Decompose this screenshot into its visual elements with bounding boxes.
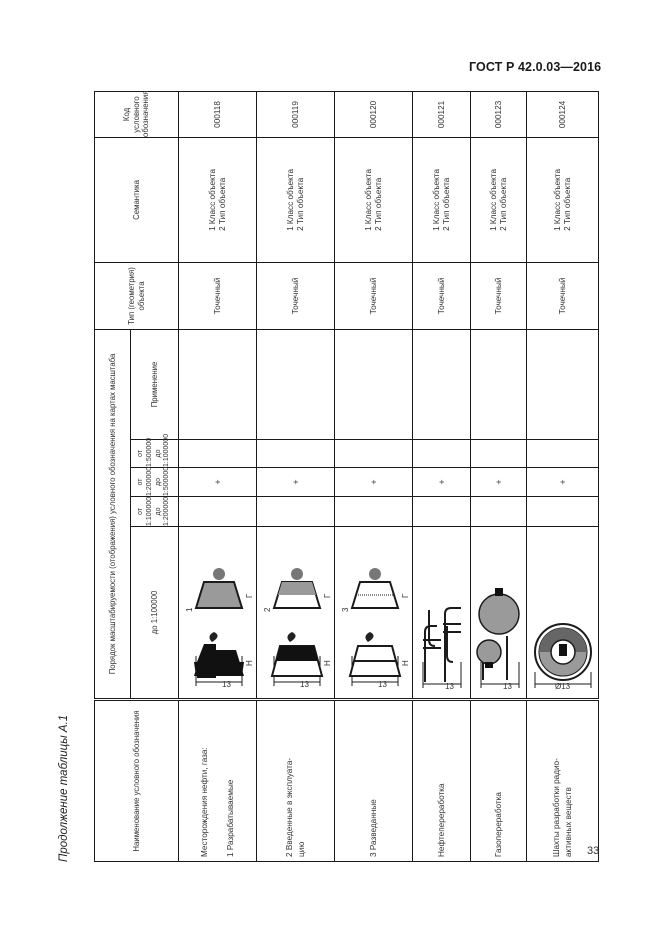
document-standard-header: ГОСТ Р 42.0.03—2016 — [469, 60, 602, 74]
gas-processing-symbol — [473, 533, 525, 693]
svg-text:Г: Г — [322, 594, 332, 599]
svg-text:Г: Г — [400, 594, 410, 599]
column-header-geometry: Тип (геометрия) объекта — [95, 262, 179, 329]
table-row — [179, 91, 257, 861]
geometry-cell: Точечный — [471, 262, 527, 329]
page-number: 33 — [587, 845, 600, 857]
row-name-cell — [527, 700, 599, 862]
svg-text:Н: Н — [322, 660, 332, 667]
svg-text:Г: Г — [244, 594, 254, 599]
svg-text:1: 1 — [184, 608, 194, 613]
code-cell: 000123 — [471, 91, 527, 137]
scale-2-mark: + — [471, 468, 527, 497]
table-row — [257, 91, 335, 861]
geometry-cell: Точечный — [257, 262, 335, 329]
semantics-cell: 1 Класс объекта 2 Тип объекта — [257, 137, 335, 262]
symbol-cell — [257, 527, 335, 700]
column-header-scale-3: от 1:200000 до 1:500000 — [131, 468, 179, 497]
code-cell: 000120 — [335, 91, 413, 137]
svg-text:13: 13 — [444, 682, 454, 692]
symbol-table — [94, 92, 598, 862]
geometry-cell: Точечный — [335, 262, 413, 329]
semantics-cell: 1 Класс объекта 2 Тип объекта — [335, 137, 413, 262]
scale-2-mark: + — [527, 468, 599, 497]
symbol-cell — [471, 527, 527, 700]
code-cell: 000121 — [413, 91, 471, 137]
svg-text:13: 13 — [377, 680, 387, 690]
symbol-cell — [527, 527, 599, 700]
symbol-cell — [413, 527, 471, 700]
oil-refinery-symbol — [415, 533, 469, 693]
column-header-scale-group: Порядок масштабируемости (отображения) условного обозначения на картах масштаба — [95, 329, 131, 699]
column-header-scale-2: от 1:100000 до 1:200000 — [131, 497, 179, 527]
row-name-line2: 1 Разрабатываемые — [225, 779, 235, 857]
row-name-cell — [257, 700, 335, 862]
semantics-cell: 1 Класс объекта 2 Тип объекта — [413, 137, 471, 262]
scale-2-mark: + — [179, 468, 257, 497]
geometry-cell: Точечный — [527, 262, 599, 329]
semantics-cell: 1 Класс объекта 2 Тип объекта — [527, 137, 599, 262]
symbol-cell — [335, 527, 413, 700]
code-cell: 000119 — [257, 91, 335, 137]
semantics-cell: 1 Класс объекта 2 Тип объекта — [179, 137, 257, 262]
scale-2-mark: + — [413, 468, 471, 497]
svg-text:13: 13 — [502, 682, 512, 692]
oil-gas-field-commissioned-symbol — [260, 533, 332, 693]
svg-text:13: 13 — [299, 680, 309, 690]
scale-2-mark: + — [335, 468, 413, 497]
symbol-cell — [179, 527, 257, 700]
table-row — [471, 91, 527, 861]
svg-text:3: 3 — [340, 608, 350, 613]
row-name-cell — [413, 700, 471, 862]
column-header-code: Код условного обозначения — [95, 91, 179, 137]
row-name-line2: активных веществ — [563, 787, 573, 857]
row-name-line2: цию — [296, 841, 306, 857]
radioactive-mine-symbol — [529, 533, 597, 693]
column-header-scale-1: до 1:100000 — [131, 527, 179, 700]
column-header-semantics: Семантика — [95, 137, 179, 262]
row-name-line1: Месторождения нефти, газа: — [200, 747, 210, 857]
row-name-line1: Шахты разработки радио- — [552, 758, 562, 857]
svg-text:Н: Н — [244, 660, 254, 667]
column-header-scale-4: от 1:500000 до 1:1000000 — [131, 440, 179, 468]
column-header-name: Наименование условного обозначения — [95, 700, 179, 862]
oil-gas-field-explored-symbol — [338, 533, 410, 693]
oil-gas-field-developed-symbol — [182, 533, 254, 693]
row-name-line1: Нефтепереработка — [436, 783, 446, 857]
row-name-line1: 3 Разведанные — [368, 799, 378, 857]
table-row — [527, 91, 599, 861]
svg-text:Ø13: Ø13 — [554, 682, 570, 692]
row-name-cell — [179, 700, 257, 862]
svg-text:2: 2 — [262, 608, 272, 613]
table-row — [335, 91, 413, 861]
table-row — [413, 91, 471, 861]
geometry-cell: Точечный — [179, 262, 257, 329]
column-header-note: Применение — [131, 329, 179, 439]
scale-2-mark: + — [257, 468, 335, 497]
table-caption: Продолжение таблицы А.1 — [58, 714, 70, 862]
svg-text:Н: Н — [400, 660, 410, 667]
row-name-cell — [335, 700, 413, 862]
row-name-line1: 2 Введенные в эксплуата- — [285, 757, 295, 857]
code-cell: 000118 — [179, 91, 257, 137]
row-name-line1: Газопереработка — [493, 792, 503, 857]
code-cell: 000124 — [527, 91, 599, 137]
geometry-cell: Точечный — [413, 262, 471, 329]
semantics-cell: 1 Класс объекта 2 Тип объекта — [471, 137, 527, 262]
svg-text:13: 13 — [221, 680, 231, 690]
row-name-cell — [471, 700, 527, 862]
